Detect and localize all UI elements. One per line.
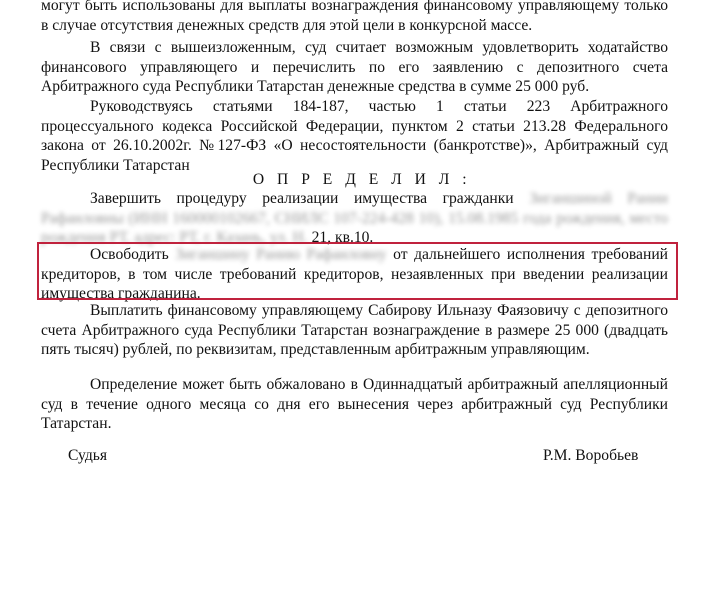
highlight-frame — [37, 242, 678, 300]
paragraph-court-decision — [41, 38, 668, 97]
redacted-debtor-name: Зиганшину Ранию Рафаиловну — [175, 246, 387, 263]
redacted-personal-data: Рафаиловны (ИНН 160000102667, СНИЛС 107-224-428 10), 15.08.1985 года рождения, место — [41, 209, 668, 227]
paragraph-remuneration-note-text: могут быть использованы для выплаты вознаграждения финансовому управляющему только в случае отсутствия денежных средств для этой цели в конкурсной массе. — [41, 0, 668, 34]
release-debtor-end: от дальнейшего исполнения требований кредиторов, в том числе требований кредиторов, незаявленных при введении реализации имущества гражданина. — [41, 246, 669, 302]
complete-procedure-text: Завершить процедуру реализации имущества гражданки — [90, 190, 514, 207]
judge-name: Р.М. Воробьев — [543, 447, 639, 464]
judge-label: Судья — [68, 447, 108, 464]
paragraph-legal-basis — [41, 97, 668, 175]
redacted-name: Зиганшиной Рании — [529, 190, 669, 207]
paragraph-remuneration-note — [41, 0, 668, 35]
paragraph-complete-procedure — [41, 189, 668, 248]
pay-manager-text: Выплатить финансовому управляющему Сабирову Ильназу Фаязовичу с депозитного счета Арбитражного суда Республики Татарстан вознаграждение в размере 25 000 (двадцать пять тысяч) рублей, по реквизитам, представленным арбитражным управляющим. — [41, 302, 668, 358]
address-end-text: 21, кв.10. — [311, 229, 374, 246]
ruling-heading: О П Р Е Д Е Л И Л : — [252, 171, 472, 188]
redacted-address: рождения РТ, адрес: РТ, г. Казань, ул. Н. — [41, 229, 308, 246]
release-debtor-start: Освободить — [90, 246, 169, 263]
paragraph-appeal — [41, 375, 668, 434]
appeal-text: Определение может быть обжаловано в Одиннадцатый арбитражный апелляционный суд в течение одного месяца со дня его вынесения через арбитражный суд Республики Татарстан. — [41, 376, 668, 432]
paragraph-pay-manager — [41, 301, 668, 360]
paragraph-legal-basis-text: Руководствуясь статьями 184-187, частью 1 статьи 223 Арбитражного процессуального кодекса Российской Федерации, пунктом 2 статьи 213.28 Федерального закона от 26.10.2002г. №127-ФЗ «О несостоятельности (банкротстве)», Арбитражный суд Республики Татарстан — [41, 98, 668, 174]
paragraph-court-decision-text: В связи с вышеизложенным, суд считает возможным удовлетворить ходатайство финансового управляющего и перечислить по его заявлению с депозитного счета Арбитражного суда Республики Татарстан денежные средства в сумме 25 000 руб. — [41, 39, 668, 95]
